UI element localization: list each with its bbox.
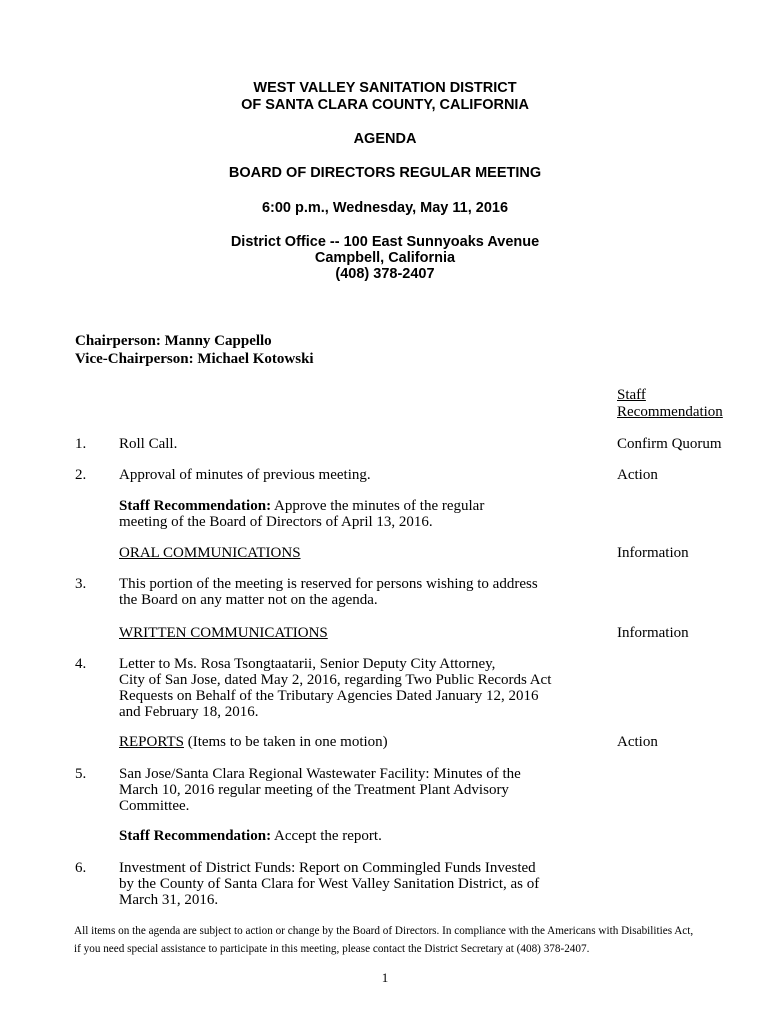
page-number: 1	[381, 970, 389, 985]
item-recommendation: Action	[617, 467, 658, 483]
meeting-datetime: 6:00 p.m., Wednesday, May 11, 2016	[261, 200, 509, 216]
item-text: This portion of the meeting is reserved for persons wishing to address the Board on any matter not on the agenda.	[119, 576, 538, 608]
office-address: District Office -- 100 East Sunnyoaks Avenue	[230, 234, 540, 250]
section-heading-written: WRITTEN COMMUNICATIONS	[119, 625, 328, 641]
staff-recommendation	[119, 498, 484, 515]
item-recommendation: Information	[617, 545, 689, 561]
staff-recommendation-label: Staff Recommendation:	[119, 828, 272, 844]
item-text: Roll Call.	[119, 436, 178, 452]
footer-disclaimer-line1: All items on the agenda are subject to action or change by the Board of Directors. In compliance with the Americans with Disabilities Act,	[74, 925, 694, 937]
item-text: Letter to Ms. Rosa Tsongtaatarii, Senior Deputy City Attorney, City of San Jose, dated May 2, 2016, regarding Two Public Records Act Requests on Behalf of the Tributary Agencies Dated January 12, 2016 and February 18, 2016.	[119, 656, 552, 720]
agenda-title: AGENDA	[353, 131, 417, 147]
staff-recommendation	[119, 828, 382, 845]
district-name-line2: OF SANTA CLARA COUNTY, CALIFORNIA	[241, 97, 529, 113]
reports-heading: REPORTS	[119, 734, 184, 750]
item-text: Investment of District Funds: Report on Commingled Funds Invested by the County of Santa Clara for West Valley Sanitation District, as of March 31, 2016.	[119, 860, 540, 908]
section-heading-oral: ORAL COMMUNICATIONS	[119, 545, 301, 561]
staff-rec-header-line1: Staff	[617, 387, 646, 403]
staff-recommendation-text: Approve the minutes of the regular	[271, 498, 485, 514]
staff-recommendation-label: Staff Recommendation:	[119, 498, 272, 514]
item-number: 1.	[75, 436, 87, 452]
office-phone: (408) 378-2407	[335, 266, 435, 282]
vice-chairperson: Vice-Chairperson: Michael Kotowski	[75, 351, 314, 367]
staff-recommendation-text: Accept the report.	[271, 828, 382, 844]
item-number: 2.	[75, 467, 87, 483]
staff-recommendation-text-cont: meeting of the Board of Directors of April 13, 2016.	[119, 514, 433, 530]
office-city: Campbell, California	[314, 250, 456, 266]
item-number: 4.	[75, 656, 87, 672]
item-recommendation: Action	[617, 734, 658, 750]
reports-note: (Items to be taken in one motion)	[183, 734, 388, 750]
chairperson: Chairperson: Manny Cappello	[75, 333, 272, 349]
meeting-title: BOARD OF DIRECTORS REGULAR MEETING	[228, 165, 542, 181]
item-number: 6.	[75, 860, 87, 876]
footer-disclaimer-line2: if you need special assistance to participate in this meeting, please contact the District Secretary at (408) 378-2407.	[74, 943, 590, 955]
staff-rec-header-line2: Recommendation	[617, 404, 723, 420]
item-number: 3.	[75, 576, 87, 592]
item-text: San Jose/Santa Clara Regional Wastewater Facility: Minutes of the March 10, 2016 regular meeting of the Treatment Plant Advisory Committee.	[119, 766, 521, 814]
item-number: 5.	[75, 766, 87, 782]
section-heading-reports	[119, 734, 388, 751]
district-name-line1: WEST VALLEY SANITATION DISTRICT	[253, 80, 517, 96]
item-text: Approval of minutes of previous meeting.	[119, 467, 371, 483]
item-recommendation: Confirm Quorum	[617, 436, 722, 452]
item-recommendation: Information	[617, 625, 689, 641]
